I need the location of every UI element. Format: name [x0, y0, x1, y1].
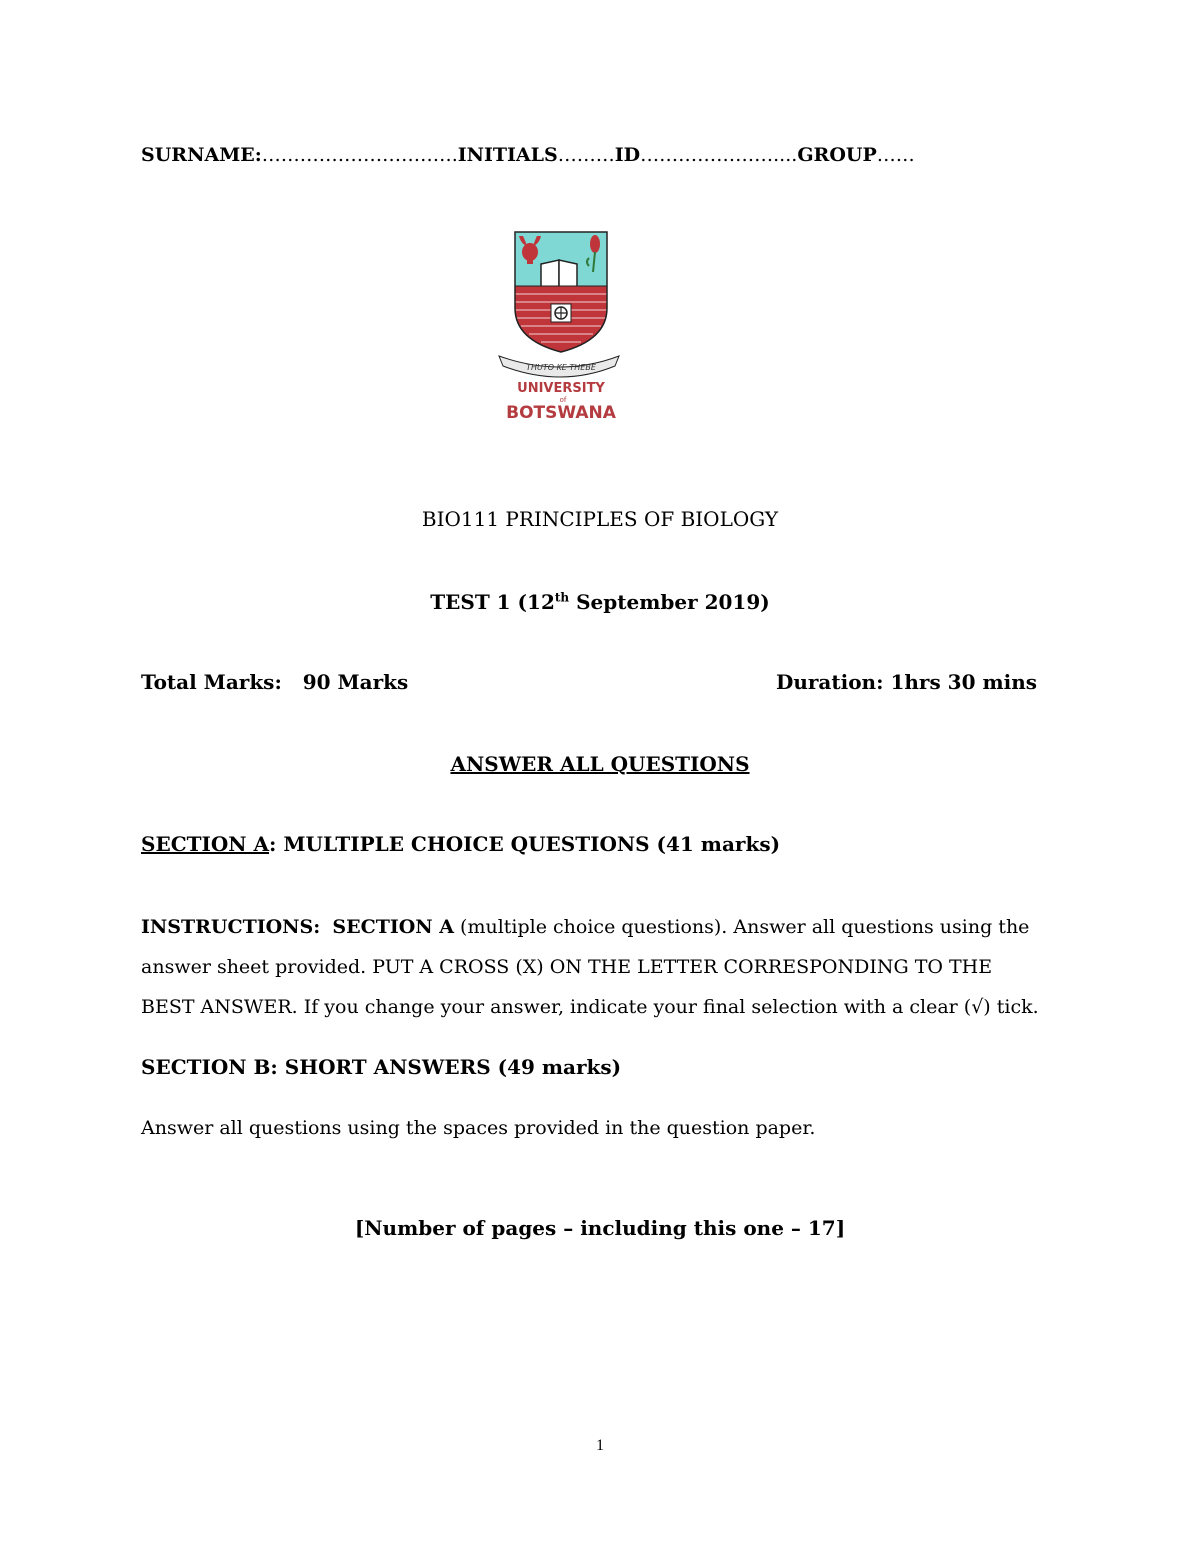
initials-label: INITIALS — [457, 144, 558, 166]
group-label: GROUP — [797, 144, 877, 166]
surname-label: SURNAME: — [141, 144, 262, 166]
student-details-line — [141, 144, 915, 166]
total-marks-label: Total Marks: — [141, 670, 282, 694]
duration — [776, 670, 1037, 694]
page-number: 1 — [596, 1437, 604, 1454]
section-a-heading — [141, 832, 780, 856]
university-logo — [497, 228, 621, 428]
answer-all-heading: ANSWER ALL QUESTIONS — [450, 752, 750, 776]
motto-text: THUTO KE THEBE — [526, 363, 596, 372]
course-title: BIO111 PRINCIPLES OF BIOLOGY — [421, 507, 779, 531]
university-name-line2: BOTSWANA — [506, 403, 616, 423]
instructions-paragraph — [141, 907, 1041, 1027]
duration-label: Duration: — [776, 670, 884, 694]
initials-dots: ……… — [557, 144, 615, 166]
instructions-text: (multiple choice questions). Answer all questions using the answer sheet provided. PUT A CROSS (X) ON THE LETTER CORRESPONDING TO THE BEST ANSWER. If you change your answer, indicate your final selection with a clear (√) tick. — [141, 916, 1039, 1018]
group-dots: …… — [876, 144, 915, 166]
section-b-heading: SECTION B: SHORT ANSWERS (49 marks) — [141, 1055, 622, 1079]
id-dots: ………………….... — [640, 144, 798, 166]
total-marks-value: 90 Marks — [302, 670, 409, 694]
university-name-line1: UNIVERSITY — [517, 381, 605, 396]
total-marks — [141, 670, 408, 694]
section-a-label: SECTION A — [141, 832, 270, 856]
duration-value: 1hrs 30 mins — [890, 670, 1038, 694]
instructions-label: INSTRUCTIONS: — [141, 916, 321, 938]
test-title-prefix: TEST 1 (12 — [430, 590, 555, 614]
university-name-of: of — [559, 396, 567, 404]
id-label: ID — [614, 144, 641, 166]
test-title — [0, 590, 1200, 614]
section-a-rest: : MULTIPLE CHOICE QUESTIONS (41 marks) — [269, 832, 781, 856]
section-b-text: Answer all questions using the spaces provided in the question paper. — [141, 1117, 816, 1139]
test-title-sup: th — [554, 590, 570, 605]
surname-dots: …………………………. — [261, 144, 458, 166]
test-title-suffix: September 2019) — [569, 590, 770, 614]
pages-note: [Number of pages – including this one – 17] — [354, 1216, 846, 1240]
emblem-icon — [551, 304, 571, 322]
instructions-section-label: SECTION A — [332, 916, 455, 938]
